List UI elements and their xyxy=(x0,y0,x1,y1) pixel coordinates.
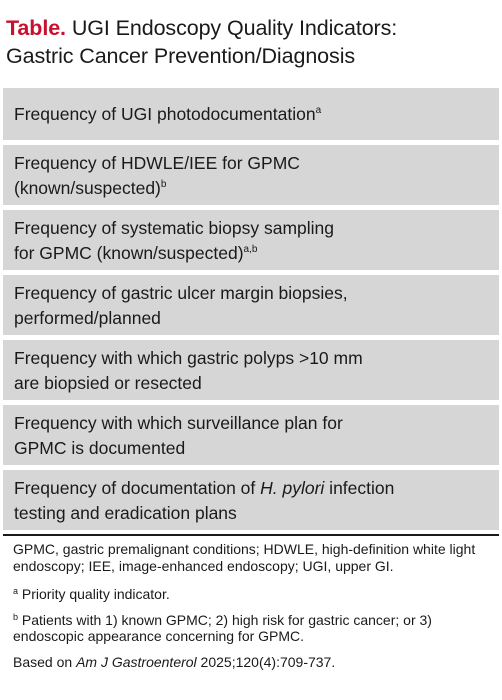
table-row xyxy=(3,405,499,465)
footnote-b-marker: b xyxy=(13,611,19,622)
row-text-line1: Frequency with which surveillance plan for xyxy=(14,413,343,433)
row-text-line2: GPMC is documented xyxy=(14,438,186,458)
table-title xyxy=(6,14,496,70)
row-text-line1: Frequency of gastric ulcer margin biopsies, xyxy=(14,283,348,303)
title-text-line2: Gastric Cancer Prevention/Diagnosis xyxy=(6,44,356,68)
abbreviations-note: GPMC, gastric premalignant conditions; HDWLE, high-definition white light endoscopy; IEE, image-enhanced endoscopy; UGI, upper GI. xyxy=(13,541,476,574)
quality-indicators-table xyxy=(3,88,499,535)
table-row xyxy=(3,340,499,400)
row-text-line1-post: infection xyxy=(324,478,395,498)
source-pre: Based on xyxy=(13,653,77,670)
row-text-line1-pre: Frequency of documentation of xyxy=(14,478,261,498)
table-bottom-rule xyxy=(3,534,499,536)
table-footnotes xyxy=(13,541,493,682)
footnote-a-text: Priority quality indicator. xyxy=(21,586,170,602)
row-text-line1: Frequency of HDWLE/IEE for GPMC xyxy=(14,153,300,173)
footnote-a-marker: a xyxy=(13,586,19,596)
row-text-line2: are biopsied or resected xyxy=(14,373,202,393)
footnote-marker: a xyxy=(315,105,322,116)
row-text-line2: (known/suspected) xyxy=(14,178,161,198)
row-text-line1: Frequency with which gastric polyps >10 mm xyxy=(14,348,363,368)
footnote-b-text: Patients with 1) known GPMC; 2) high risk for gastric cancer; or 3) endoscopic appearance concerning for GPMC. xyxy=(13,611,432,644)
footnote-b xyxy=(13,612,493,645)
table-row xyxy=(3,145,499,205)
footnote-marker: b xyxy=(160,179,167,190)
table-row xyxy=(3,275,499,335)
row-text-line1: Frequency of systematic biopsy sampling xyxy=(14,218,334,238)
table-row xyxy=(3,210,499,270)
row-text-italic: H. pylori xyxy=(260,478,325,498)
row-text: Frequency of UGI photodocumentation xyxy=(14,104,316,124)
source-post: 2025;120(4):709-737. xyxy=(196,653,336,670)
table-label: Table. xyxy=(6,16,66,40)
footnote-a xyxy=(13,586,493,603)
footnote-marker: a,b xyxy=(243,244,258,255)
table-row xyxy=(3,88,499,140)
source-journal: Am J Gastroenterol xyxy=(76,653,197,670)
table-row xyxy=(3,470,499,530)
title-text-line1: UGI Endoscopy Quality Indicators: xyxy=(71,16,398,40)
row-text-line2: testing and eradication plans xyxy=(14,503,237,523)
row-text-line2: performed/planned xyxy=(14,308,161,328)
source-note xyxy=(13,654,493,671)
row-text-line2: for GPMC (known/suspected) xyxy=(14,243,244,263)
